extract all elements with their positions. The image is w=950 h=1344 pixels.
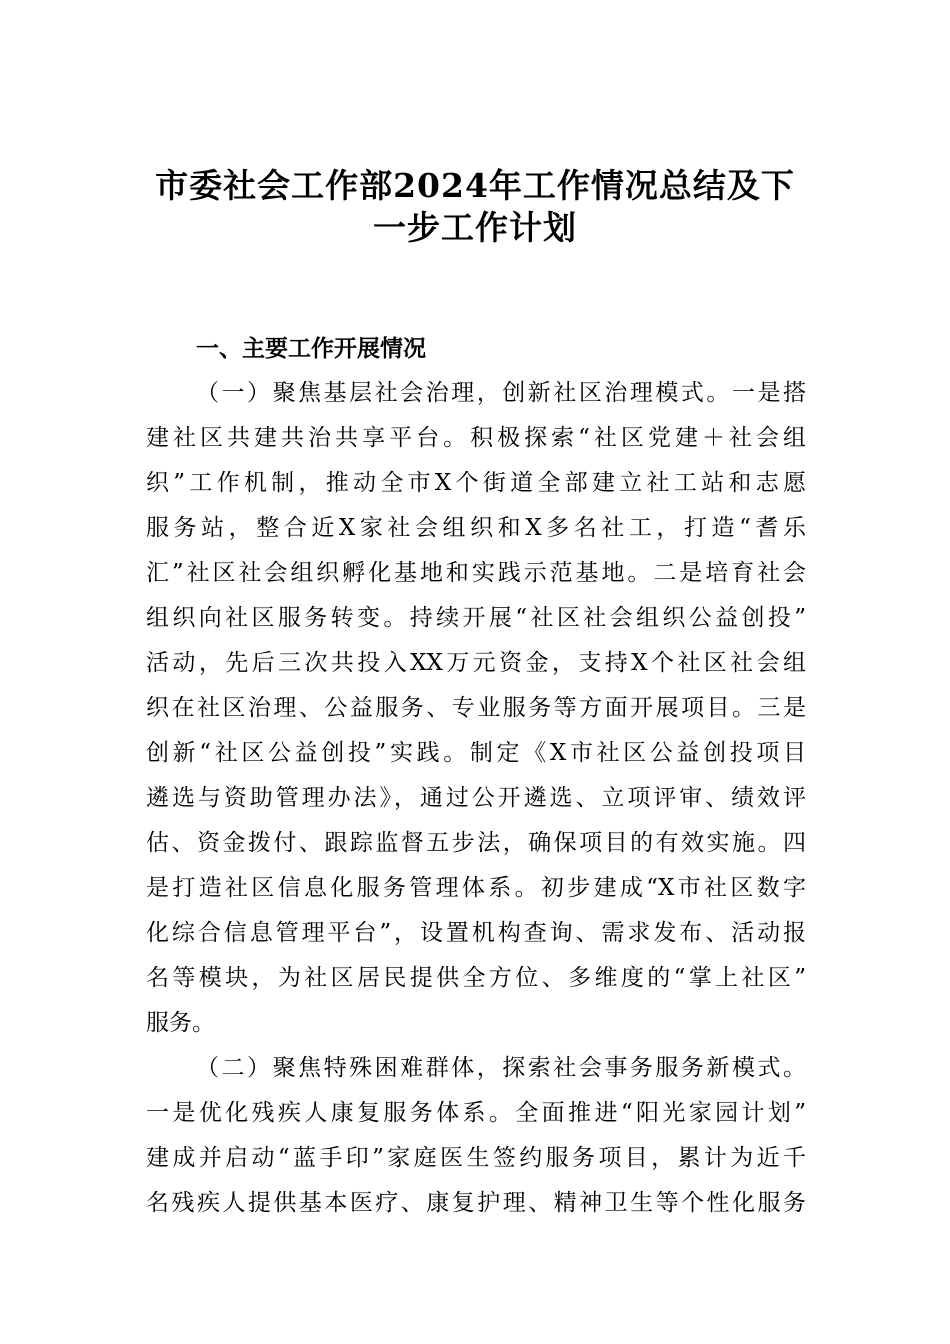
paragraph-line: 名残疾人提供基本医疗、康复护理、精神卫生等个性化服务 [146,1190,806,1216]
paragraph-line: 一是优化残疾人康复服务体系。全面推进“阳光家园计划” [146,1100,806,1126]
paragraph-line: 组织向社区服务转变。持续开展“社区社会组织公益创投” [146,605,806,631]
document-title-line-2: 一步工作计划 [373,208,577,247]
paragraph-line: 汇”社区社会组织孵化基地和实践示范基地。二是培育社会 [146,560,806,586]
paragraph-line: 建成并启动“蓝手印”家庭医生签约服务项目，累计为近千 [146,1145,806,1171]
paragraph-line: 名等模块，为社区居民提供全方位、多维度的“掌上社区” [146,965,806,991]
paragraph-line: 建社区共建共治共享平台。积极探索“社区党建＋社会组 [146,425,806,451]
paragraph-line: 是打造社区信息化服务管理体系。初步建成“X市社区数字 [146,875,806,901]
paragraph-line: 遴选与资助管理办法》，通过公开遴选、立项评审、绩效评 [146,785,806,811]
paragraph-line: 化综合信息管理平台”，设置机构查询、需求发布、活动报 [146,920,806,946]
paragraph-line: 织在社区治理、公益服务、专业服务等方面开展项目。三是 [146,695,806,721]
paragraph-line: 活动，先后三次共投入XX万元资金，支持X个社区社会组 [146,650,806,676]
paragraph-line: 织”工作机制，推动全市X个街道全部建立社工站和志愿 [146,470,806,496]
paragraph-line: 服务。 [146,1010,215,1036]
section-heading: 一、主要工作开展情况 [196,336,426,362]
paragraph-line: 估、资金拨付、跟踪监督五步法，确保项目的有效实施。四 [146,830,806,856]
document-title-line-1: 市委社会工作部2024年工作情况总结及下 [155,166,795,205]
paragraph-line: （一）聚焦基层社会治理，创新社区治理模式。一是搭 [196,380,806,406]
paragraph-line: 服务站，整合近X家社会组织和X多名社工，打造“耆乐 [146,515,806,541]
paragraph-line: （二）聚焦特殊困难群体，探索社会事务服务新模式。 [196,1055,806,1081]
paragraph-line: 创新“社区公益创投”实践。制定《X市社区公益创投项目 [146,740,806,766]
